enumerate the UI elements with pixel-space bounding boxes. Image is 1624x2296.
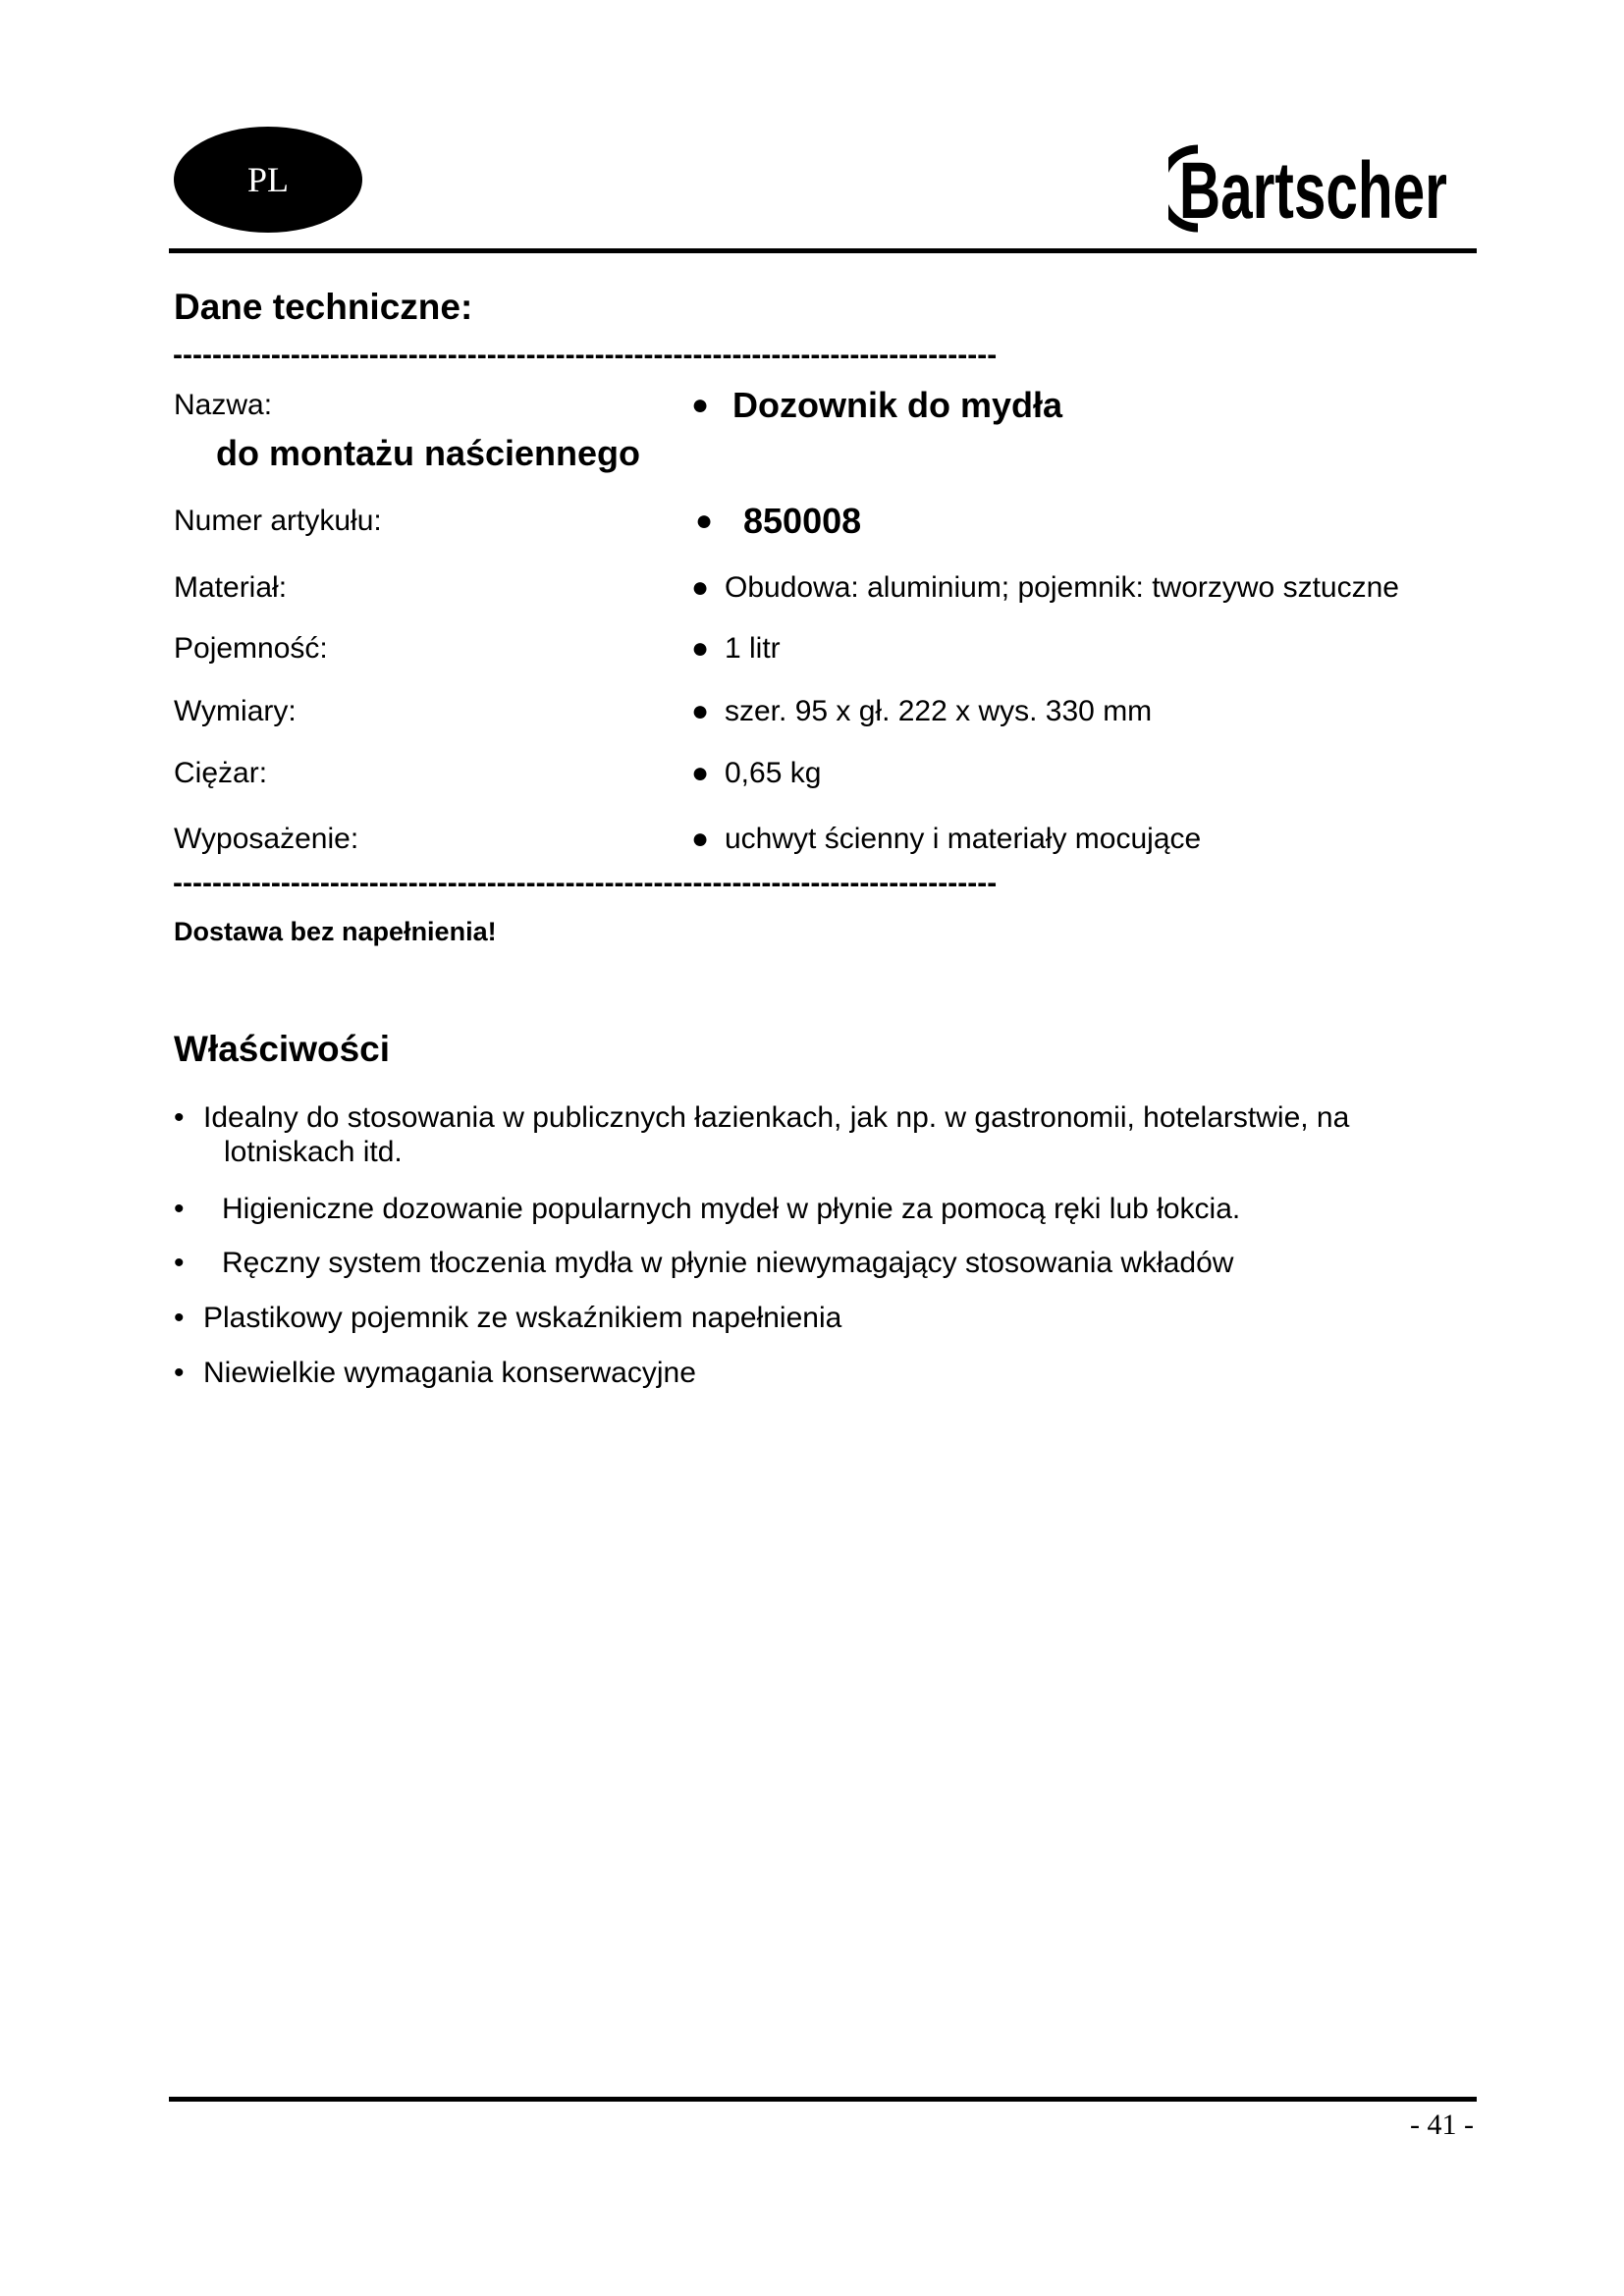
bullet-icon: ● bbox=[691, 571, 710, 604]
language-badge bbox=[174, 127, 362, 233]
header-rule bbox=[169, 248, 1477, 253]
spec-value-name: Dozownik do mydła bbox=[732, 385, 1063, 425]
bullet-icon: ● bbox=[691, 632, 710, 665]
feature-item: Ręczny system tłoczenia mydła w płynie niewymagający stosowania wkładów bbox=[222, 1247, 1234, 1279]
spec-value-dimensions: szer. 95 x gł. 222 x wys. 330 mm bbox=[725, 695, 1153, 727]
footer-rule bbox=[169, 2097, 1477, 2102]
logo-icon bbox=[1168, 137, 1473, 236]
bullet-icon: • bbox=[174, 1101, 185, 1134]
bullet-icon: • bbox=[174, 1193, 185, 1225]
spec-label-equipment: Wyposażenie: bbox=[174, 823, 359, 855]
spec-label-weight: Ciężar: bbox=[174, 757, 268, 789]
spec-value-weight: 0,65 kg bbox=[725, 757, 822, 789]
spec-value-equipment: uchwyt ścienny i materiały mocujące bbox=[725, 823, 1202, 855]
feature-item: Higieniczne dozowanie popularnych mydeł w płynie za pomocą ręki lub łokcia. bbox=[222, 1193, 1241, 1225]
feature-item: Idealny do stosowania w publicznych łazienkach, jak np. w gastronomii, hotelarstwie, na bbox=[203, 1101, 1350, 1134]
spec-label-capacity: Pojemność: bbox=[174, 632, 328, 665]
feature-item: Plastikowy pojemnik ze wskaźnikiem napełnienia bbox=[203, 1302, 842, 1334]
bullet-icon: • bbox=[174, 1247, 185, 1279]
bullet-icon: ● bbox=[691, 695, 710, 727]
bullet-icon: • bbox=[174, 1302, 185, 1334]
separator-top: ------------------------------------------------------------------------------------ bbox=[173, 339, 998, 371]
spec-value-article: 850008 bbox=[743, 501, 862, 541]
spec-label-dimensions: Wymiary: bbox=[174, 695, 297, 727]
features-title: Właściwości bbox=[174, 1029, 391, 1069]
bullet-icon: ● bbox=[691, 757, 710, 789]
spec-value-capacity: 1 litr bbox=[725, 632, 781, 665]
spec-label-name: Nazwa: bbox=[174, 389, 273, 421]
svg-text:Bartscher: Bartscher bbox=[1178, 144, 1447, 236]
spec-value-name-continued: do montażu naściennego bbox=[216, 433, 641, 473]
spec-label-article: Numer artykułu: bbox=[174, 505, 382, 537]
bullet-icon: ● bbox=[695, 505, 714, 537]
feature-item: Niewielkie wymagania konserwacyjne bbox=[203, 1357, 696, 1389]
delivery-note: Dostawa bez napełnienia! bbox=[174, 917, 497, 946]
feature-item-continued: lotniskach itd. bbox=[224, 1136, 403, 1168]
page-number: - 41 - bbox=[1410, 2109, 1474, 2141]
bullet-icon: • bbox=[174, 1357, 185, 1389]
spec-label-material: Materiał: bbox=[174, 571, 288, 604]
bartscher-logo bbox=[1168, 137, 1473, 240]
bullet-icon: ● bbox=[691, 823, 710, 855]
specs-title: Dane techniczne: bbox=[174, 287, 473, 327]
language-badge-text: PL bbox=[246, 160, 289, 199]
bullet-icon: ● bbox=[691, 389, 710, 421]
separator-bottom: ------------------------------------------------------------------------------------ bbox=[173, 867, 998, 899]
spec-value-material: Obudowa: aluminium; pojemnik: tworzywo sztuczne bbox=[725, 571, 1399, 604]
